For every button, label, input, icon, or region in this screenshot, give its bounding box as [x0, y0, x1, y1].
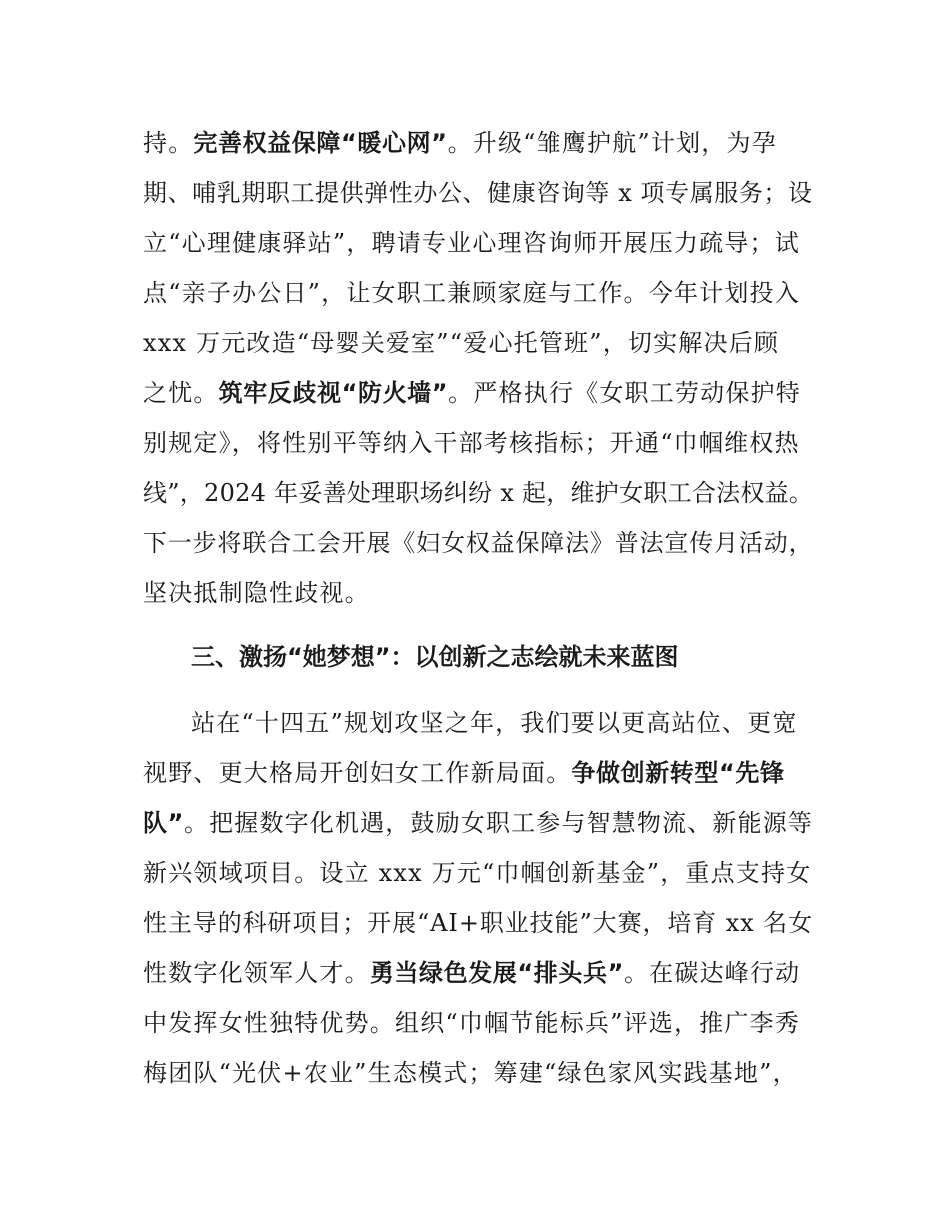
text-line: 别规定》，将性别平等纳入干部考核指标；开通“巾帼维权热	[143, 429, 800, 457]
section-heading: 三、激扬“她梦想”：以创新之志绘就未来蓝图	[191, 643, 679, 671]
text-line: 视野、更大格局开创妇女工作新局面。争做创新转型“先锋	[143, 759, 785, 787]
text-line: 期、哺乳期职工提供弹性办公、健康咨询等 x 项专属服务；设	[143, 179, 813, 207]
text-line: 点“亲子办公日”，让女职工兼顾家庭与工作。今年计划投入	[143, 279, 800, 307]
text-line: 中发挥女性独特优势。组织“巾帼节能标兵”评选，推广李秀	[143, 1009, 800, 1037]
text-line: 新兴领域项目。设立 xxx 万元“巾帼创新基金”，重点支持女	[143, 859, 812, 887]
text-line: 梅团队“光伏+农业”生态模式；筹建“绿色家风实践基地”，	[143, 1059, 798, 1087]
text-line: 持。完善权益保障“暖心网”。升级“雏鹰护航”计划，为孕	[143, 129, 777, 157]
text-line: xxx 万元改造“母婴关爱室”“爱心托管班”，切实解决后顾	[143, 329, 780, 357]
text-line: 坚决抵制隐性歧视。	[143, 579, 370, 607]
text-line: 立“心理健康驿站”，聘请专业心理咨询师开展压力疏导；试	[143, 229, 800, 257]
text-line: 性数字化领军人才。勇当绿色发展“排头兵”。在碳达峰行动	[143, 959, 801, 987]
text-line: 线”，2024 年妥善处理职场纠纷 x 起，维护女职工合法权益。	[143, 479, 814, 507]
text-line: 性主导的科研项目；开展“AI+职业技能”大赛，培育 xx 名女	[143, 909, 813, 937]
text-line: 队”。把握数字化机遇，鼓励女职工参与智慧物流、新能源等	[143, 809, 814, 837]
text-line: 之忧。筑牢反歧视“防火墙”。严格执行《女职工劳动保护特	[143, 379, 801, 407]
text-line: 站在“十四五”规划攻坚之年，我们要以更高站位、更宽	[191, 709, 798, 737]
text-line: 下一步将联合工会开展《妇女权益保障法》普法宣传月活动，	[143, 529, 814, 557]
